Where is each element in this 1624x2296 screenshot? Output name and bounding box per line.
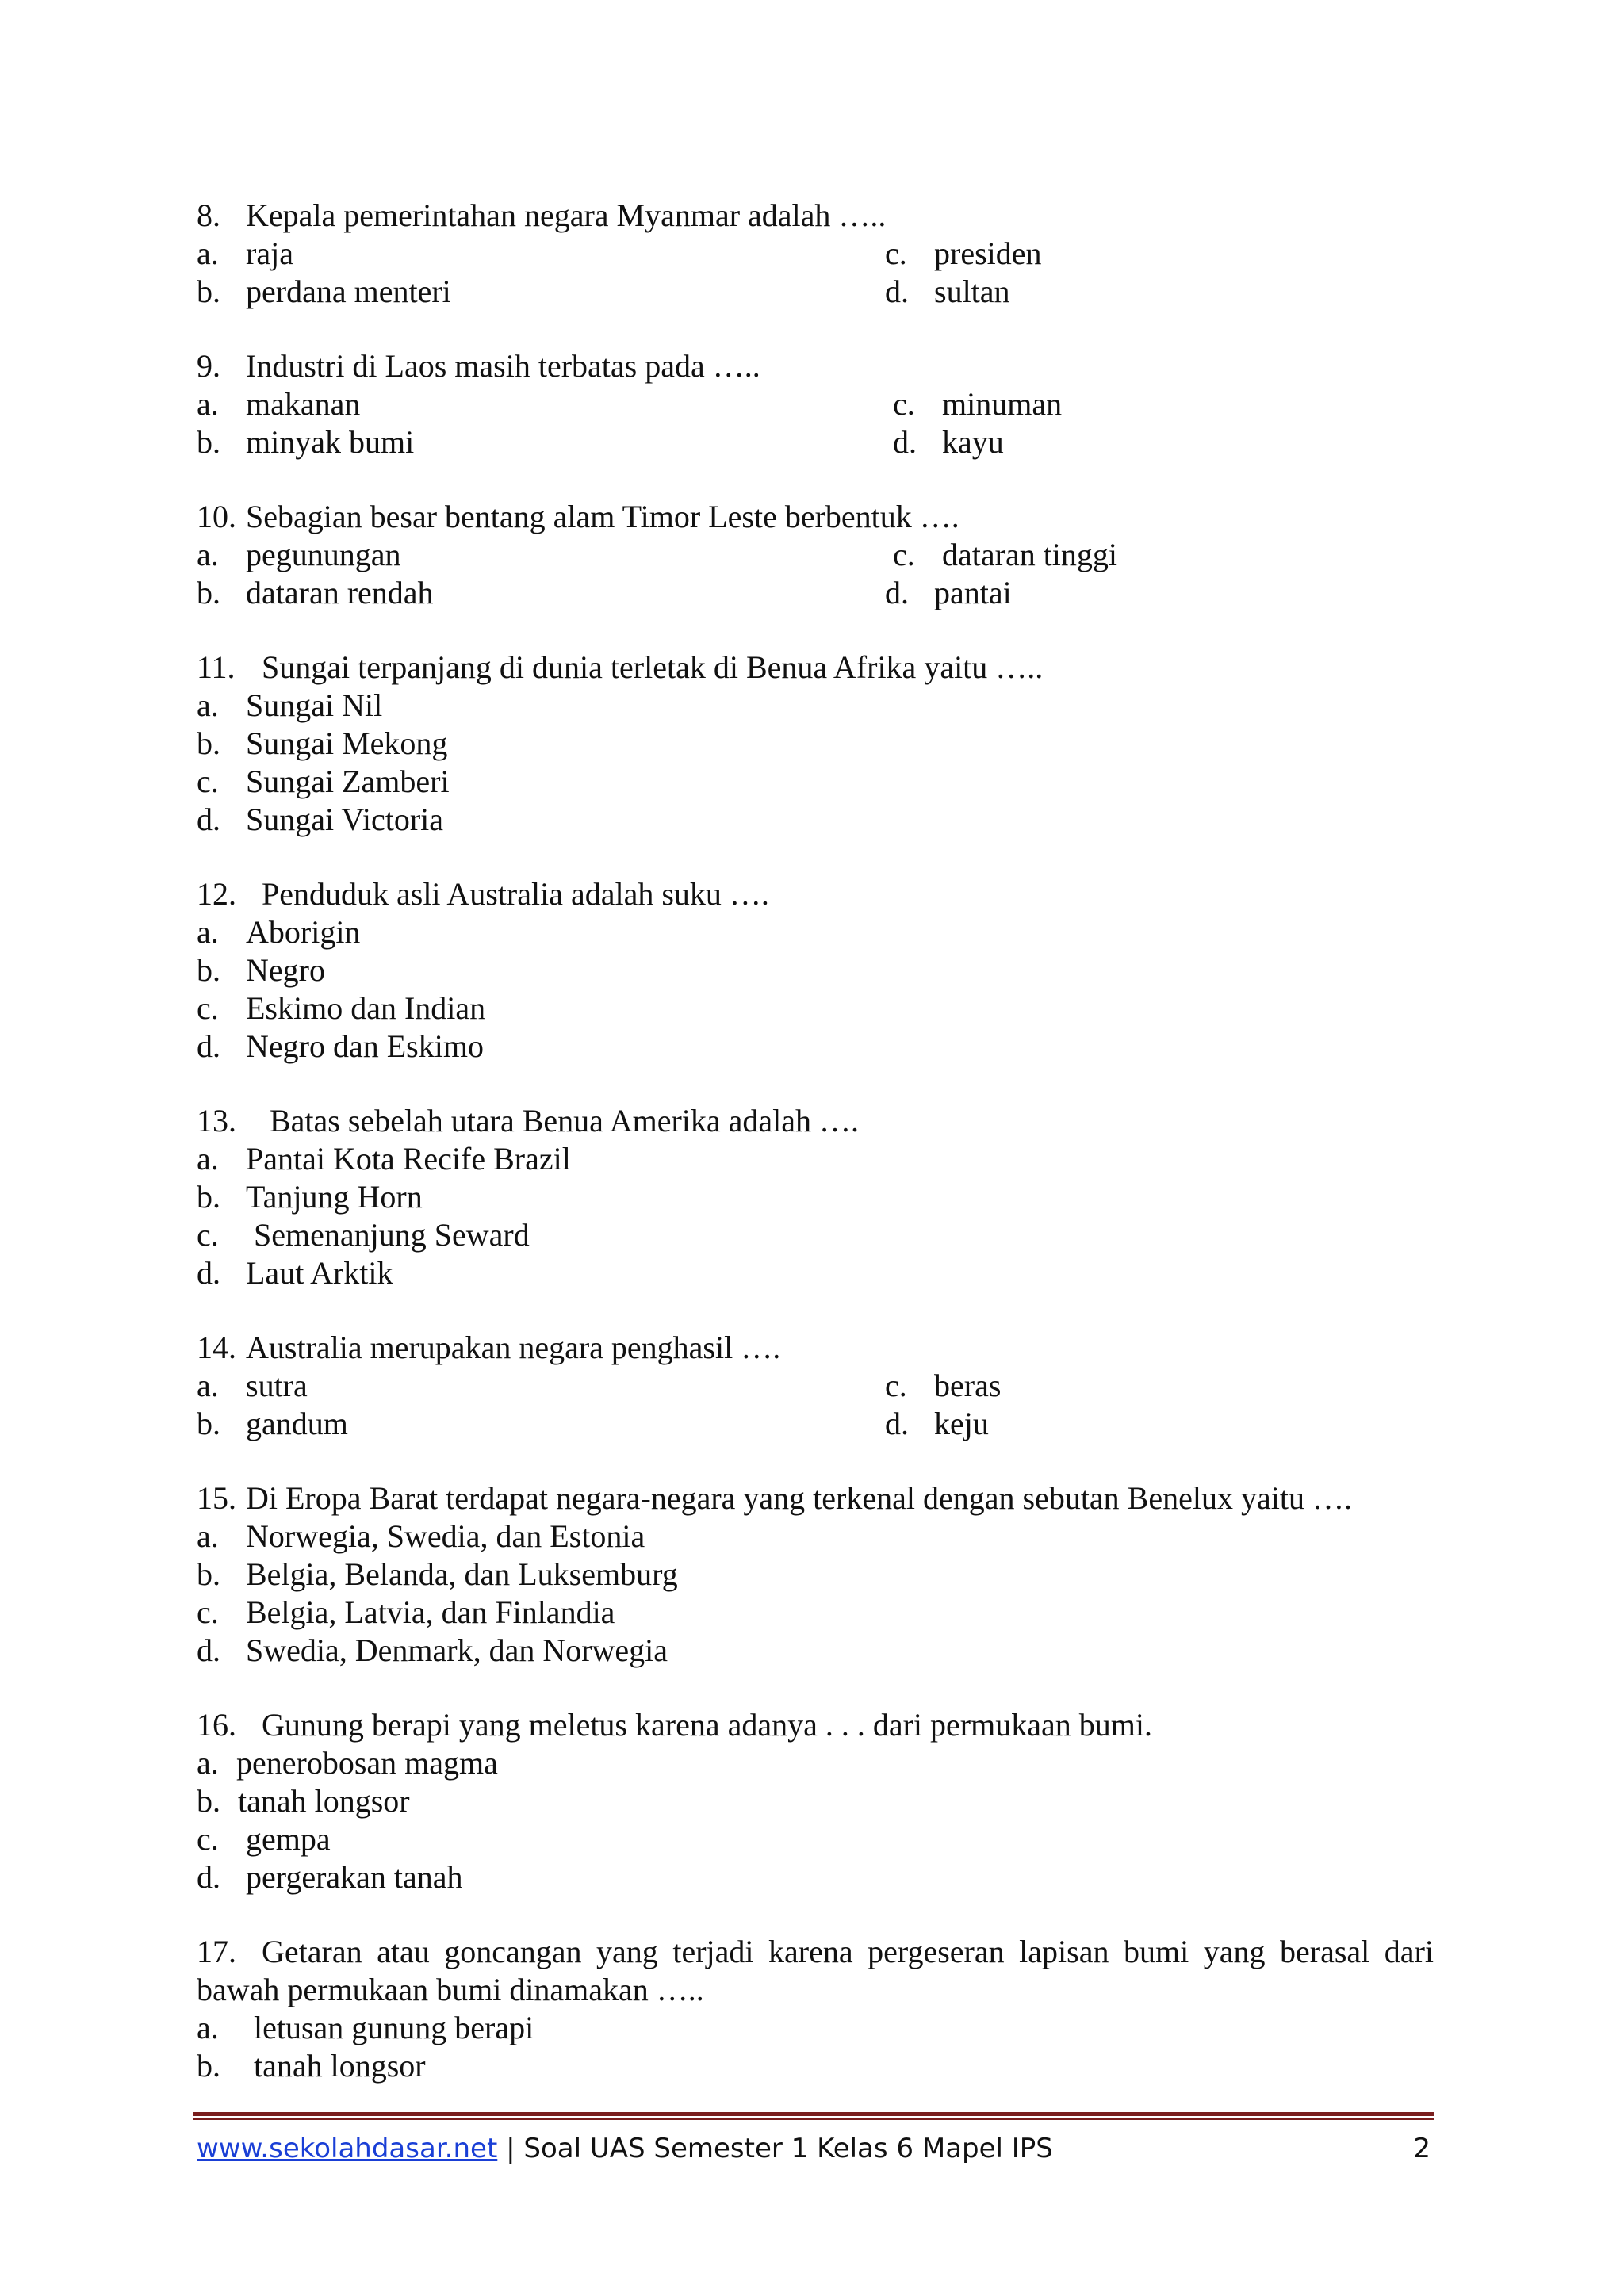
- question-text: Batas sebelah utara Benua Amerika adalah ….: [270, 1103, 860, 1138]
- option-d: d. kayu: [893, 424, 1004, 460]
- option-b: b. gandum: [197, 1406, 348, 1441]
- option-a: a. Sungai Nil: [197, 687, 383, 723]
- option-c: c. Semenanjung Seward: [197, 1217, 530, 1253]
- question-stem: [197, 1102, 1434, 1140]
- option-c: c. dataran tinggi: [893, 537, 1118, 572]
- question-13: [197, 1102, 1434, 1292]
- question-text: Australia merupakan negara penghasil ….: [246, 1330, 781, 1365]
- question-stem: [197, 1706, 1434, 1744]
- question-number: 8.: [197, 197, 220, 233]
- question-number: 13.: [197, 1103, 236, 1138]
- footer-separator: |: [497, 2133, 524, 2164]
- option-d: d. Negro dan Eskimo: [197, 1028, 484, 1064]
- option-a: a. pegunungan: [197, 537, 401, 572]
- question-9: [197, 347, 1434, 461]
- question-number: 12.: [197, 876, 236, 912]
- option-c: c. Eskimo dan Indian: [197, 990, 486, 1026]
- question-number: 16.: [197, 1707, 236, 1743]
- footer-title: Soal UAS Semester 1 Kelas 6 Mapel IPS: [523, 2133, 1053, 2164]
- question-10: [197, 498, 1434, 612]
- option-row: [197, 385, 1434, 423]
- question-text: Getaran atau goncangan yang terjadi karena pergeseran lapisan bumi yang berasal dari bawah permukaan bumi dinamakan …..: [197, 1934, 1434, 2007]
- question-number: 17.: [197, 1934, 236, 1969]
- option-c: c. Belgia, Latvia, dan Finlandia: [197, 1594, 615, 1630]
- question-stem: [197, 1329, 1434, 1367]
- option-row: [197, 536, 1434, 574]
- question-stem: [197, 1479, 1434, 1517]
- option-row: [197, 1405, 1434, 1443]
- question-text: Sebagian besar bentang alam Timor Leste berbentuk ….: [246, 499, 959, 534]
- page-footer: [197, 2130, 1434, 2168]
- option-row: [197, 235, 1434, 273]
- question-stem: [197, 347, 1434, 385]
- option-d: d. Swedia, Denmark, dan Norwegia: [197, 1632, 668, 1668]
- question-text: Penduduk asli Australia adalah suku ….: [262, 876, 769, 912]
- option-row: [197, 1367, 1434, 1405]
- question-number: 15.: [197, 1480, 236, 1516]
- option-d: d. pantai: [885, 575, 1012, 610]
- option-a: a. sutra: [197, 1368, 308, 1403]
- option-b: b. tanah longsor: [197, 2048, 426, 2084]
- question-11: [197, 649, 1434, 839]
- option-a: a. letusan gunung berapi: [197, 2010, 534, 2045]
- option-d: d. sultan: [885, 274, 1010, 309]
- option-a: a. raja: [197, 235, 293, 271]
- question-stem: [197, 875, 1434, 913]
- option-a: a. Norwegia, Swedia, dan Estonia: [197, 1518, 645, 1554]
- question-text: Di Eropa Barat terdapat negara-negara yang terkenal dengan sebutan Benelux yaitu ….: [246, 1480, 1352, 1516]
- question-number: 14.: [197, 1330, 236, 1365]
- option-d: d. pergerakan tanah: [197, 1859, 463, 1895]
- option-a: a. penerobosan magma: [197, 1745, 498, 1781]
- footer-link[interactable]: www.sekolahdasar.net: [197, 2133, 498, 2164]
- question-12: [197, 875, 1434, 1066]
- question-stem: [197, 649, 1434, 687]
- option-c: c. Sungai Zamberi: [197, 763, 450, 799]
- question-text: Gunung berapi yang meletus karena adanya . . . dari permukaan bumi.: [262, 1707, 1152, 1743]
- option-b: b. minyak bumi: [197, 424, 415, 460]
- option-c: c. beras: [885, 1368, 1002, 1403]
- option-a: a. Aborigin: [197, 914, 361, 950]
- option-a: a. makanan: [197, 386, 361, 422]
- question-stem: [197, 197, 1434, 235]
- question-number: 9.: [197, 348, 220, 384]
- option-b: b. dataran rendah: [197, 575, 434, 610]
- question-16: [197, 1706, 1434, 1896]
- option-d: d. keju: [885, 1406, 989, 1441]
- option-row: [197, 574, 1434, 612]
- option-b: b. perdana menteri: [197, 274, 451, 309]
- option-row: [197, 423, 1434, 461]
- footer-rule: [193, 2112, 1434, 2116]
- question-number: 10.: [197, 499, 236, 534]
- option-c: c. gempa: [197, 1821, 331, 1857]
- page-number: 2: [1413, 2133, 1431, 2164]
- option-b: b. Sungai Mekong: [197, 725, 448, 761]
- option-b: b. Tanjung Horn: [197, 1179, 423, 1215]
- option-b: b. tanah longsor: [197, 1783, 410, 1819]
- question-stem: [197, 498, 1434, 536]
- question-8: [197, 197, 1434, 311]
- question-stem: [197, 1933, 1434, 2009]
- footer-rule-thin: [193, 2118, 1434, 2120]
- question-text: Kepala pemerintahan negara Myanmar adalah …..: [246, 197, 887, 233]
- option-b: b. Negro: [197, 952, 325, 988]
- question-text: Industri di Laos masih terbatas pada …..: [246, 348, 760, 384]
- option-a: a. Pantai Kota Recife Brazil: [197, 1141, 571, 1177]
- question-15: [197, 1479, 1434, 1670]
- option-row: [197, 273, 1434, 311]
- question-number: 11.: [197, 649, 236, 685]
- question-text: Sungai terpanjang di dunia terletak di Benua Afrika yaitu …..: [262, 649, 1044, 685]
- option-d: d. Laut Arktik: [197, 1255, 393, 1291]
- option-c: c. presiden: [885, 235, 1042, 271]
- option-b: b. Belgia, Belanda, dan Luksemburg: [197, 1556, 678, 1592]
- question-14: [197, 1329, 1434, 1443]
- option-c: c. minuman: [893, 386, 1063, 422]
- option-d: d. Sungai Victoria: [197, 802, 444, 837]
- question-17: [197, 1933, 1434, 2085]
